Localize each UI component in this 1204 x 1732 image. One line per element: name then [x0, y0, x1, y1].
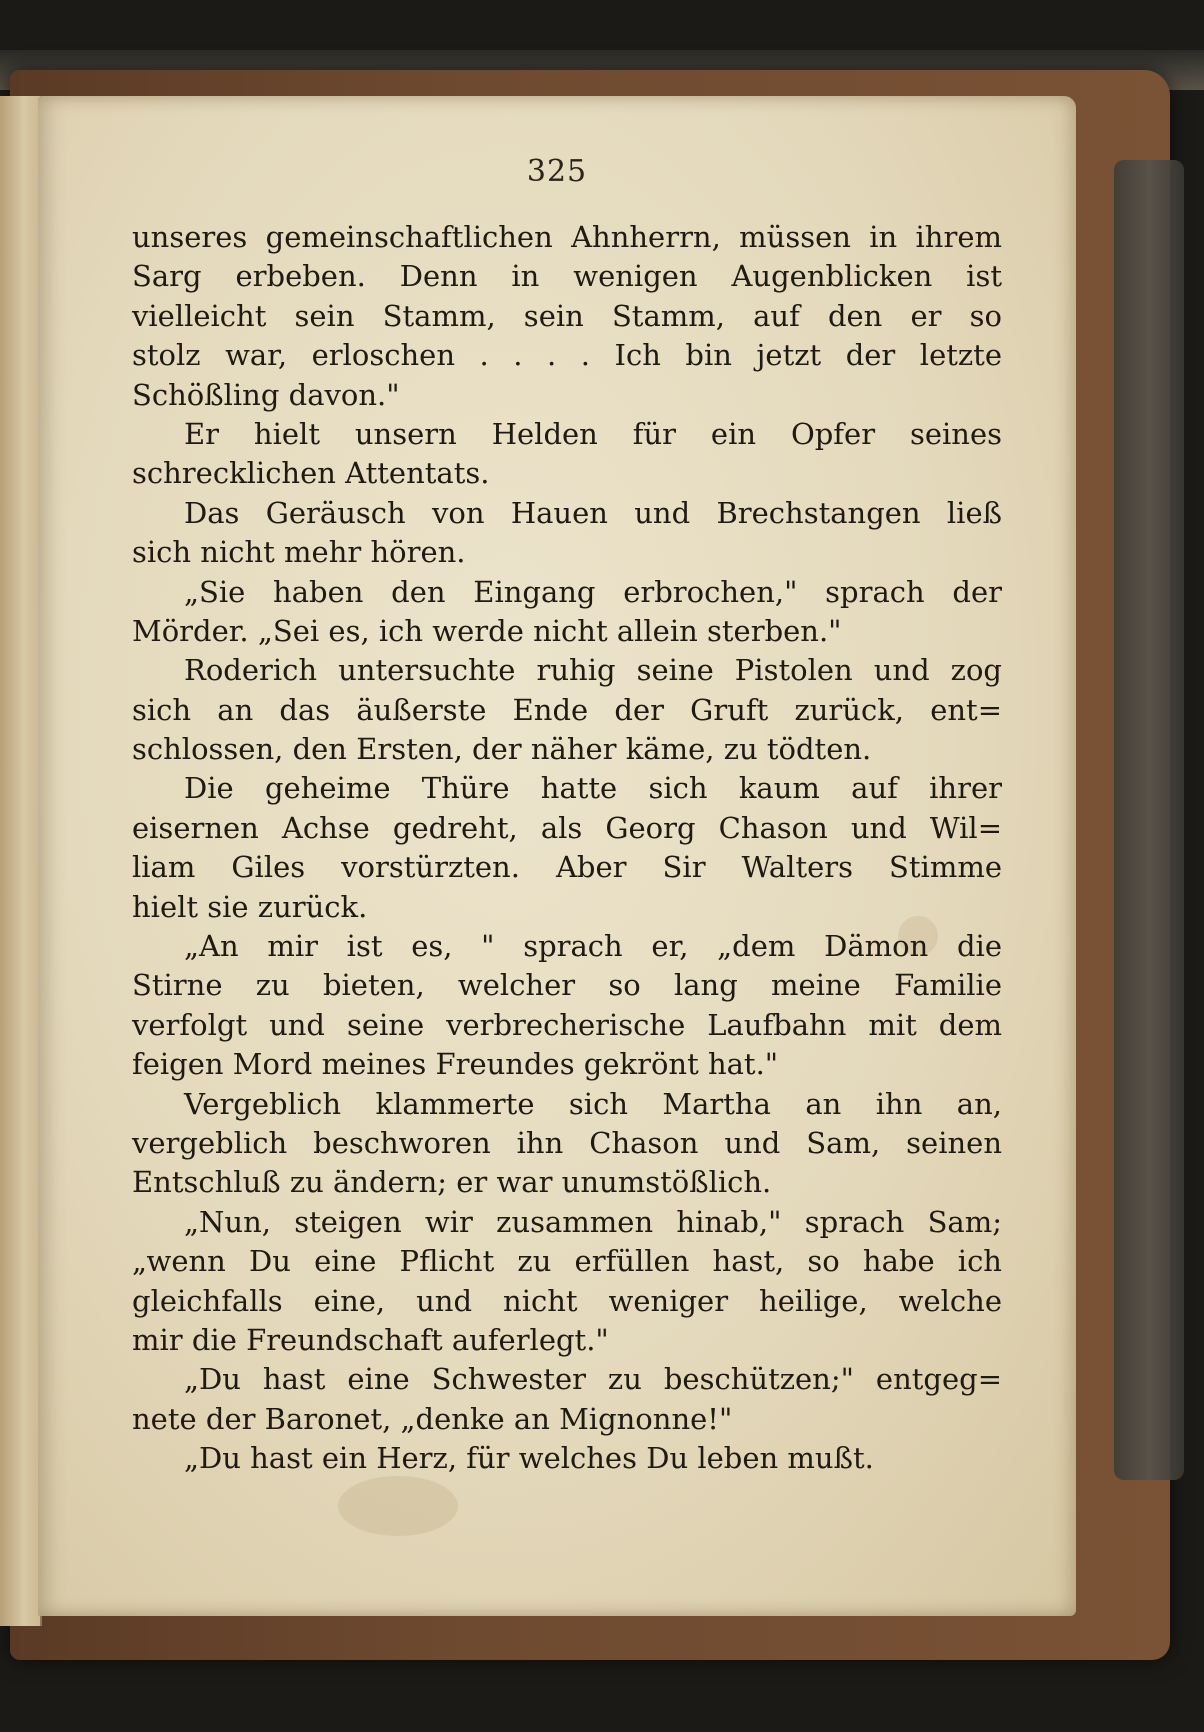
text-line: verfolgt und seine verbrecherische Laufbahn mit dem: [132, 1007, 1002, 1042]
page-number: 325: [526, 154, 588, 189]
text-line: nete der Baronet, „denke an Mignonne!": [132, 1401, 733, 1436]
previous-page-edge: [0, 96, 42, 1626]
text-line: „Du hast ein Herz, für welches Du leben mußt.: [184, 1441, 874, 1476]
text-line: stolz war, erloschen . . . . Ich bin jetzt der letzte: [132, 338, 1002, 373]
text-line: liam Giles vorstürzten. Aber Sir Walters Stimme: [132, 850, 1002, 885]
text-line: Mörder. „Sei es, ich werde nicht allein sterben.": [132, 613, 842, 648]
text-line: unseres gemeinschaftlichen Ahnherrn, müssen in ihrem: [132, 220, 1002, 254]
text-line: Roderich untersuchte ruhig seine Pistolen und zog: [184, 653, 1002, 688]
text-line: „An mir ist es, " sprach er, „dem Dämon die: [184, 929, 1002, 964]
text-line: sich nicht mehr hören.: [132, 535, 466, 570]
text-line: „Nun, steigen wir zusammen hinab," sprach Sam;: [184, 1204, 1002, 1239]
cover-cloth-strip: [1114, 160, 1184, 1480]
text-line: mir die Freundschaft auferlegt.": [132, 1322, 609, 1357]
text-line: Stirne zu bieten, welcher so lang meine Familie: [132, 968, 1002, 1003]
page-text: [132, 218, 1002, 1479]
text-line: sich an das äußerste Ende der Gruft zurück, ent=: [132, 692, 1002, 727]
text-line: „wenn Du eine Pflicht zu erfüllen hast, so habe ich: [132, 1244, 1002, 1279]
text-line: vergeblich beschworen ihn Chason und Sam, seinen: [132, 1125, 1002, 1160]
text-line: Vergeblich klammerte sich Martha an ihn an,: [184, 1086, 1002, 1121]
text-line: Das Geräusch von Hauen und Brechstangen ließ: [184, 495, 1002, 530]
text-line: Er hielt unsern Helden für ein Opfer seines: [184, 416, 1002, 451]
text-line: schrecklichen Attentats.: [132, 456, 490, 491]
text-line: Sarg erbeben. Denn in wenigen Augenblicken ist: [132, 259, 1002, 294]
text-line: gleichfalls eine, und nicht weniger heilige, welche: [132, 1283, 1002, 1318]
book-page: [38, 96, 1076, 1616]
text-line: eisernen Achse gedreht, als Georg Chason und Wil=: [132, 810, 1002, 845]
text-line: „Sie haben den Eingang erbrochen," sprach der: [184, 574, 1002, 609]
text-line: vielleicht sein Stamm, sein Stamm, auf den er so: [132, 298, 1002, 333]
text-line: „Du hast eine Schwester zu beschützen;" entgeg=: [184, 1362, 1002, 1397]
text-line: feigen Mord meines Freundes gekrönt hat.": [132, 1047, 779, 1082]
text-line: Entschluß zu ändern; er war unumstößlich.: [132, 1165, 772, 1200]
text-line: Die geheime Thüre hatte sich kaum auf ihrer: [184, 771, 1002, 806]
page-stain: [338, 1476, 458, 1536]
text-line: Schößling davon.": [132, 377, 400, 412]
text-line: schlossen, den Ersten, der näher käme, zu tödten.: [132, 732, 872, 767]
text-line: hielt sie zurück.: [132, 889, 368, 924]
